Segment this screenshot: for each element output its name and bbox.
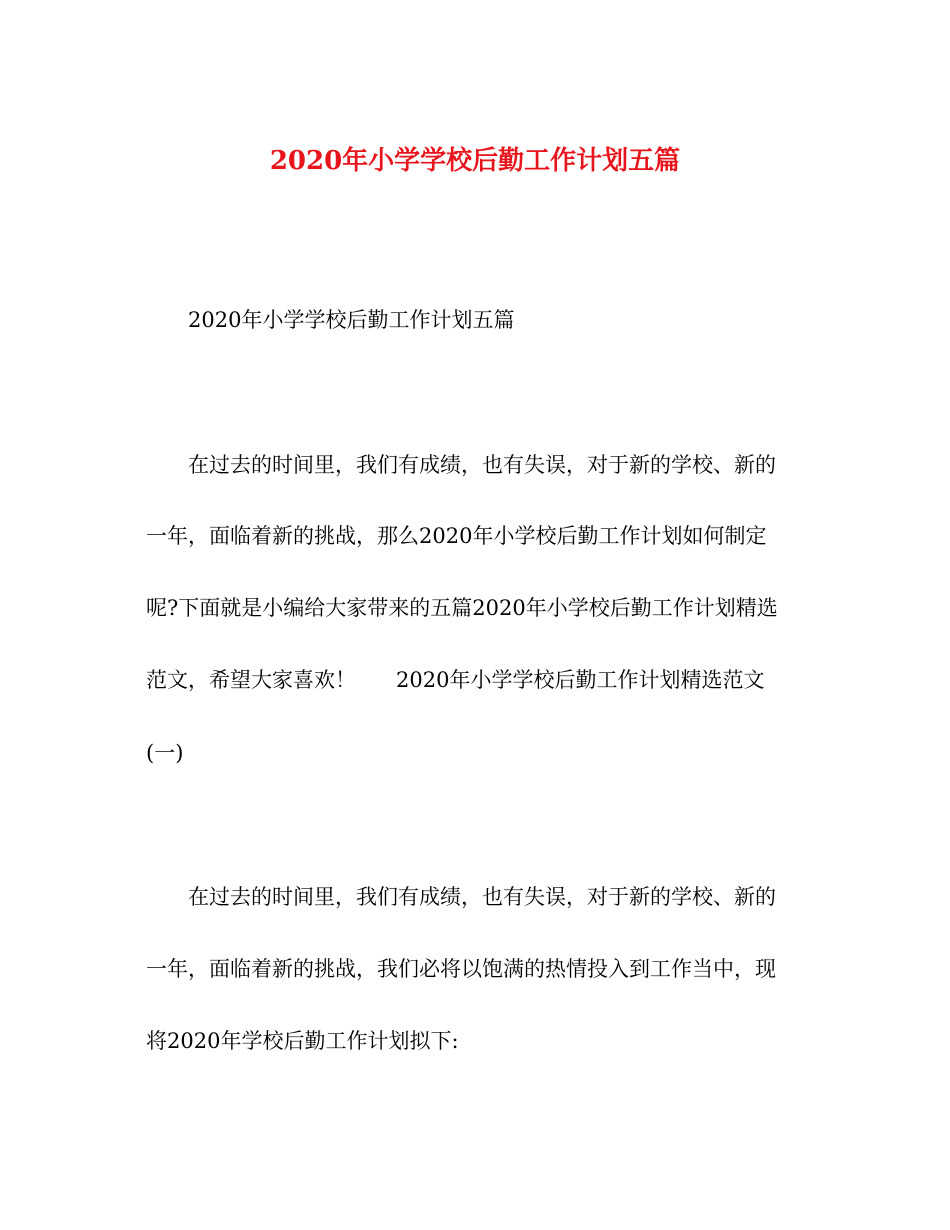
body-line-3: 将2020年学校后勤工作计划拟下: [146, 1029, 459, 1053]
intro-line-1: 在过去的时间里，我们有成绩，也有失误，对于新的学校、新的 [188, 453, 776, 477]
body-line-1: 在过去的时间里，我们有成绩，也有失误，对于新的学校、新的 [188, 885, 776, 909]
intro-line-4: 范文，希望大家喜欢！ [146, 668, 356, 692]
section-heading: 2020年小学学校后勤工作计划精选范文 [396, 668, 765, 692]
document-title: 2020年小学学校后勤工作计划五篇 [269, 146, 681, 176]
section-number: (一) [146, 741, 184, 765]
document-subtitle: 2020年小学学校后勤工作计划五篇 [188, 308, 515, 332]
body-line-2: 一年，面临着新的挑战，我们必将以饱满的热情投入到工作当中，现 [146, 957, 776, 981]
intro-line-3: 呢?下面就是小编给大家带来的五篇2020年小学校后勤工作计划精选 [146, 596, 778, 620]
intro-line-2: 一年，面临着新的挑战，那么2020年小学校后勤工作计划如何制定 [146, 524, 767, 548]
